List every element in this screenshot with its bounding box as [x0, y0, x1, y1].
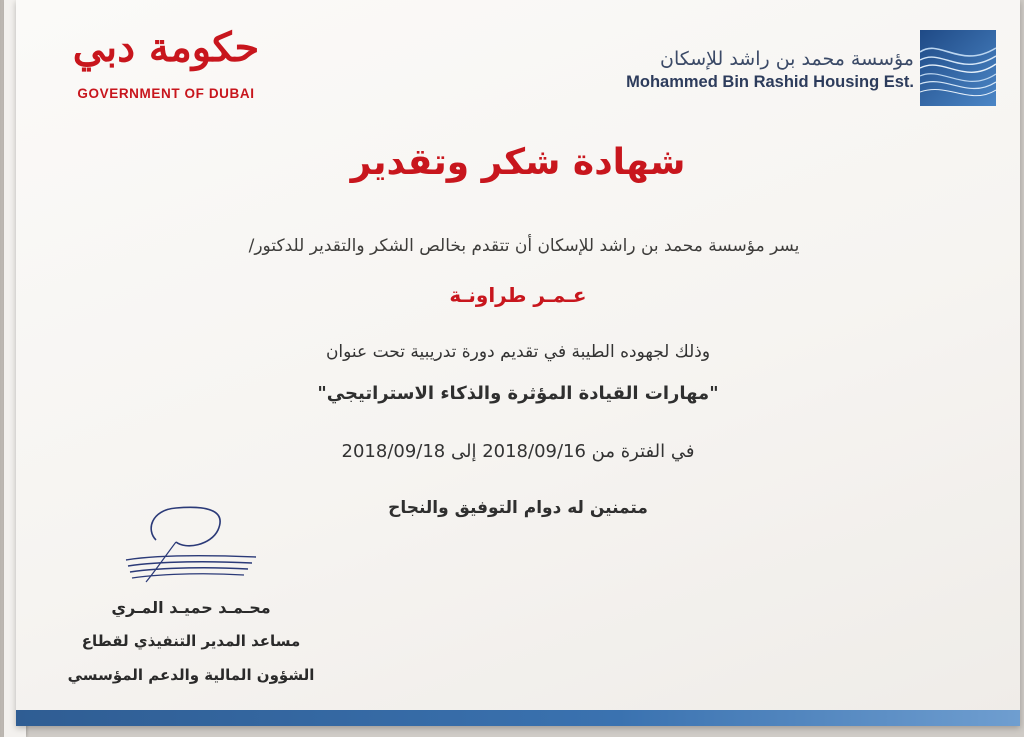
- mbr-logo-text: [626, 48, 914, 92]
- handwritten-signature: [116, 500, 266, 590]
- mbr-logo-arabic: مؤسسة محمد بن راشد للإسكان: [660, 48, 914, 70]
- gov-logo-english: GOVERNMENT OF DUBAI: [77, 86, 255, 101]
- closing-wishes: متمنين له دوام التوفيق والنجاح: [388, 498, 648, 518]
- mbr-wave-icon: [920, 30, 996, 106]
- recipient-name: عـمـر طراونـة: [449, 283, 587, 307]
- signatory-title-line2: الشؤون المالية والدعم المؤسسي: [67, 666, 315, 684]
- intro-text: [16, 236, 1020, 256]
- signatory-title-line1: مساعد المدير التنفيذي لقطاع: [81, 632, 301, 650]
- intro-line: يسر مؤسسة محمد بن راشد للإسكان أن تتقدم بخالص الشكر والتقدير للدكتور/: [248, 236, 800, 256]
- certificate-card: [16, 0, 1020, 726]
- bottom-color-band: [16, 710, 1020, 726]
- signatory-name: محـمـد حميـد المـري: [111, 598, 271, 617]
- government-of-dubai-logo: [66, 18, 266, 101]
- mbr-logo-english: Mohammed Bin Rashid Housing Est.: [626, 73, 914, 91]
- gov-logo-arabic: حكومة دبي: [72, 24, 260, 71]
- certificate-title: شهادة شكر وتقدير: [350, 142, 686, 183]
- mbr-housing-logo: [586, 30, 1006, 110]
- reason-text: وذلك لجهوده الطيبة في تقديم دورة تدريبية تحت عنوان: [325, 342, 711, 362]
- course-title: "مهارات القيادة المؤثرة والذكاء الاستراتيجي": [317, 383, 719, 404]
- course-period: في الفترة من 2018/09/16 إلى 2018/09/18: [341, 441, 695, 462]
